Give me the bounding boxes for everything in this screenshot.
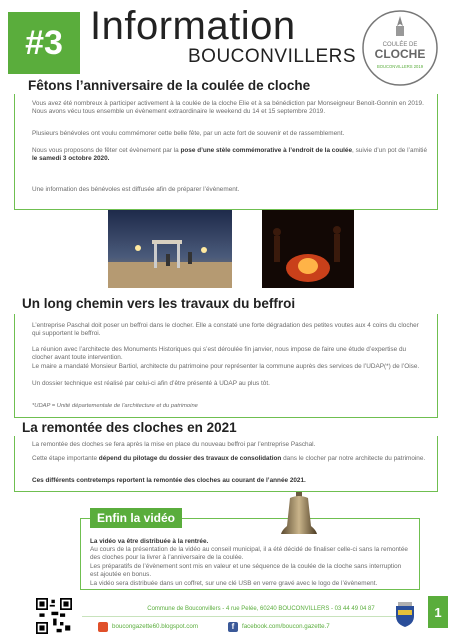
section2-p3: Le maire a mandaté Monsieur Bartiol, architecte du patrimoine pour représenter la commune auprès des services de l’UDAP(*) de l’Oise. xyxy=(32,363,420,370)
section4-p2: Au cours de la présentation de la vidéo au conseil municipal, il a été décidé de finaliser celle-ci sans la remontée des cloches pour la livrer à l’anniversaire de la coulée. xyxy=(90,546,408,562)
section2-footnote: *UDAP = Unité départementale de l’architecture et du patrimoine xyxy=(32,403,198,409)
section1-title: Fêtons l’anniversaire de la coulée de cloche xyxy=(28,78,311,93)
photo-bell-casting xyxy=(262,210,354,288)
section2-p2: La réunion avec l’architecte des Monuments Historiques qui s’est déroulée fin janvier, nous impose de faire une étude d’expertise du clocher avant toute intervention. xyxy=(32,346,407,362)
masthead-subtitle: BOUCONVILLERS xyxy=(188,46,357,67)
issue-badge: #3 xyxy=(8,12,80,74)
coat-of-arms-icon xyxy=(394,602,416,628)
section1-p3: Une information des bénévoles est diffusée afin de préparer l’évènement. xyxy=(32,186,240,193)
section2-title: Un long chemin vers les travaux du beffroi xyxy=(22,296,296,311)
blog-icon xyxy=(98,622,108,632)
section4-p3: Les préparatifs de l’évènement sont mis en valeur et une séquence de la coulée de la cloche sans interruption est ajoutée en bonus. xyxy=(90,563,402,579)
section4-p1: La vidéo va être distribuée à la rentrée. xyxy=(90,538,209,545)
video-tag: Enfin la vidéo xyxy=(90,508,182,528)
footer-divider xyxy=(82,616,400,617)
facebook-icon: f xyxy=(228,622,238,632)
bell-icon xyxy=(278,490,320,538)
footer-facebook-link[interactable]: facebook.com/boucon.gazette.7 xyxy=(242,623,330,630)
section3-p1: La remontée des cloches se fera après la mise en place du nouveau beffroi par l’entreprise Paschal. xyxy=(32,441,316,448)
section1-p2b: Nous vous proposons de fêter cet évènement par la pose d’une stèle commémorative à l’endroit de la coulée, suivie d’un pot de l’amitié le samedi 3 octobre 2020. xyxy=(32,147,427,163)
logo-main-text: CLOCHE xyxy=(374,47,426,61)
section4-p4: La vidéo sera distribuée dans un coffret, sur une clé USB en verre gravé avec le logo de l’évènement. xyxy=(90,580,378,587)
coulee-de-cloche-logo xyxy=(360,8,440,88)
section2-p1: L’entreprise Paschal doit poser un beffroi dans le clocher. Elle a constaté une forte dégradation des petites voutes aux 4 coins du clocher qui supportent le beffroi. xyxy=(32,322,419,338)
logo-top-text: COULÉE DE xyxy=(382,42,418,48)
photo-night-site xyxy=(108,210,232,288)
footer-address: Commune de Bouconvillers - 4 rue Pelée, 60240 BOUCONVILLERS - 03 44 49 04 87 xyxy=(147,606,375,612)
qr-code xyxy=(36,598,72,634)
section2-p4: Un dossier technique est réalisé par celui-ci afin d’être présenté à UDAP au plus tôt. xyxy=(32,380,270,387)
masthead-title: Information xyxy=(90,4,296,48)
section3-p2: Cette étape importante dépend du pilotage du dossier des travaux de consolidation dans le clocher par notre architecte du patrimoine. xyxy=(32,455,426,462)
page-number: 1 xyxy=(428,596,448,628)
section3-title: La remontée des cloches en 2021 xyxy=(22,420,237,435)
logo-bottom-text: BOUCONVILLERS 2019 xyxy=(376,64,424,69)
section3-p3: Ces différents contretemps reportent la remontée des cloches au courant de l’année 2021. xyxy=(32,477,306,484)
section1-p1: Vous avez été nombreux à participer activement à la coulée de la cloche Elie et à sa bénédiction par Monseigneur Benoit-Gonnin en 2019. Nous avons vécu tous ensemble un évènement extraordinaire le weekend du 14 et 15 septembre 2019. xyxy=(32,100,424,116)
section1-p2a: Plusieurs bénévoles ont voulu commémorer cette belle fête, par un acte fort de souvenir et de rassemblement. xyxy=(32,130,345,137)
footer-blog-link[interactable]: boucongazette60.blogspot.com xyxy=(112,623,198,630)
